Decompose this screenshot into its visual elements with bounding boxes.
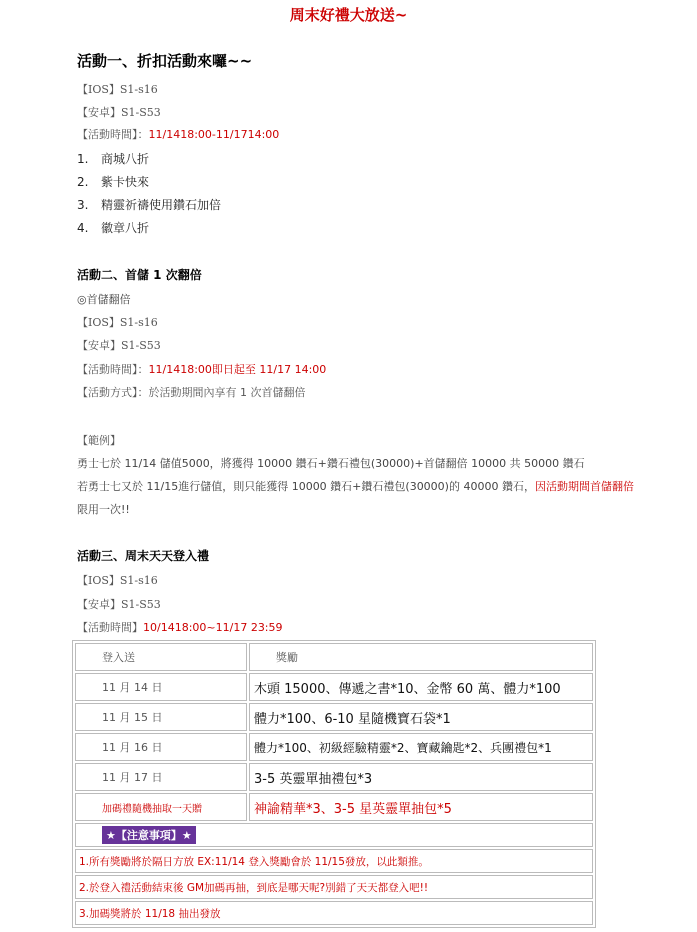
list-item: 3. 精靈祈禱使用鑽石加倍	[77, 198, 222, 212]
header-cell-day: 登入送	[75, 643, 247, 671]
event3-time-value: 10/1418:00~11/17 23:59	[143, 621, 283, 634]
note-3: 3.加碼獎將於 11/18 抽出發放	[75, 901, 593, 925]
list-item: 1. 商城八折	[77, 152, 150, 166]
notice-cell	[75, 823, 593, 847]
notice-badge: ★【注意事項】★	[102, 826, 196, 844]
note-row	[75, 875, 593, 899]
row-reward: 體力*100、6-10 星隨機寶石袋*1	[249, 703, 593, 731]
event2-example2: 若勇士七又於 11/15進行儲值，則只能獲得 10000 鑽石+鑽石禮包(30000)的 40000 鑽石，因活動期間首儲翻倍	[77, 480, 634, 493]
row-reward: 體力*100、初級經驗精靈*2、寶藏鑰匙*2、兵團禮包*1	[249, 733, 593, 761]
note-1: 1.所有獎勵將於隔日方放 EX:11/14 登入獎勵會於 11/15發放，以此類推。	[75, 849, 593, 873]
event1-time-label: 【活動時間】：	[77, 128, 149, 141]
row-day: 11 月 14 日	[75, 673, 247, 701]
event2-method	[77, 384, 306, 400]
event3-heading: 活動三、周末天天登入禮	[77, 549, 210, 563]
table-header-row	[75, 643, 593, 671]
event2-android: 【安卓】S1-S53	[77, 339, 161, 352]
event1-ios: 【IOS】S1-s16	[77, 83, 158, 96]
note-row	[75, 901, 593, 925]
event2-ios: 【IOS】S1-s16	[77, 316, 158, 329]
event2-method-value: 於活動期間內享有 1 次首儲翻倍	[148, 386, 306, 399]
row-bonus-reward: 神諭精華*3、3-5 星英靈單抽包*5	[249, 793, 593, 821]
event2-subhead: ◎首儲翻倍	[77, 293, 131, 306]
event2-heading: 活動二、首儲 1 次翻倍	[77, 268, 202, 282]
row-day: 11 月 15 日	[75, 703, 247, 731]
header-cell-reward: 獎勵	[249, 643, 593, 671]
event3-ios: 【IOS】S1-s16	[77, 574, 158, 587]
event3-time-label: 【活動時間】	[77, 621, 143, 634]
note-row	[75, 849, 593, 873]
event1-time	[77, 126, 279, 142]
event2-example1: 勇士七於 11/14 儲值5000，將獲得 10000 鑽石+鑽石禮包(30000)+首儲翻倍 10000 共 50000 鑽石	[77, 457, 585, 470]
table-row	[75, 763, 593, 791]
list-item: 2. 紫卡快來	[77, 175, 150, 189]
table-row	[75, 733, 593, 761]
event3-time	[77, 619, 283, 635]
event2-example-label: 【範例】	[77, 434, 121, 447]
row-reward: 木頭 15000、傳遞之書*10、金幣 60 萬、體力*100	[249, 673, 593, 701]
table-row	[75, 703, 593, 731]
page-title: 周末好禮大放送~	[289, 6, 408, 24]
event2-example3: 限用一次!!	[77, 503, 130, 516]
row-day: 11 月 17 日	[75, 763, 247, 791]
event1-android: 【安卓】S1-S53	[77, 106, 161, 119]
list-item: 4. 徽章八折	[77, 221, 150, 235]
table-row-bonus	[75, 793, 593, 821]
row-day: 11 月 16 日	[75, 733, 247, 761]
notice-row	[75, 823, 593, 847]
login-reward-table	[72, 640, 596, 928]
row-bonus-day: 加碼禮隨機抽取一天贈	[75, 793, 247, 821]
event2-time-label: 【活動時間】：	[77, 363, 149, 376]
event2-time	[77, 361, 326, 377]
event2-method-label: 【活動方式】：	[77, 386, 149, 399]
note-2: 2.於登入禮活動結束後 GM加碼再抽，到底是哪天呢?別錯了天天都登入吧!!	[75, 875, 593, 899]
table-row	[75, 673, 593, 701]
row-reward: 3-5 英靈單抽禮包*3	[249, 763, 593, 791]
event1-heading: 活動一、折扣活動來囉~~	[77, 52, 253, 70]
event3-android: 【安卓】S1-S53	[77, 598, 161, 611]
event2-time-value: 11/1418:00即日起至 11/17 14:00	[148, 363, 327, 376]
event1-time-value: 11/1418:00-11/1714:00	[148, 128, 280, 141]
